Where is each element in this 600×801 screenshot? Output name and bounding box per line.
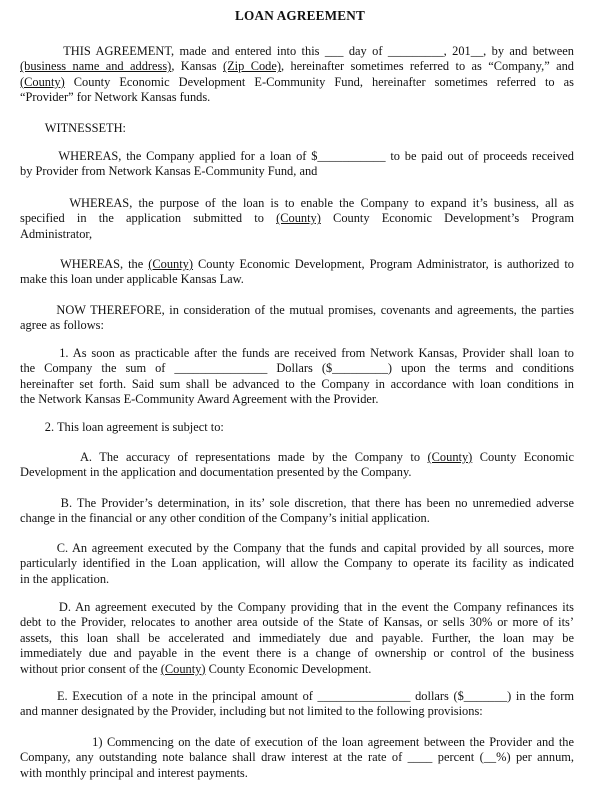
paragraph-line: agree as follows: (20, 318, 104, 333)
paragraph-line: Company, any outstanding note balance shall draw interest at the rate of ____ percent (__%) per annum, (20, 750, 574, 765)
paragraph-line: the Company the sum of _______________ Dollars ($_________) upon the terms and conditions (20, 361, 574, 376)
paragraph (20, 689, 574, 720)
paragraph-line: E. Execution of a note in the principal amount of _______________ dollars ($_______) in the form (20, 689, 574, 703)
paragraph-line: NOW THEREFORE, in consideration of the mutual promises, covenants and agreements, the parties (20, 303, 574, 317)
paragraph (20, 149, 574, 180)
paragraph-line: change in the financial or any other condition of the Company’s initial application. (20, 511, 430, 526)
paragraph-line: (business name and address), Kansas (Zip Code), hereinafter sometimes referred to as “Company,” and (20, 59, 575, 74)
paragraph (20, 121, 574, 136)
paragraph-line: B. The Provider’s determination, in its’ sole discretion, that there has been no unremedied adverse (20, 496, 574, 510)
paragraph (20, 196, 574, 242)
paragraph-line: 1) Commencing on the date of execution of the loan agreement between the Provider and the (20, 735, 574, 749)
paragraph-line: without prior consent of the (County) County Economic Development. (20, 661, 372, 676)
paragraph (20, 541, 574, 587)
paragraph-line: hereinafter set forth. Said sum shall be advanced to the Company in accordance with loan conditions in (20, 376, 574, 391)
paragraph-line: WHEREAS, the Company applied for a loan of $___________ to be paid out of proceeds received (20, 149, 574, 163)
paragraph-line: in the application. (20, 571, 110, 586)
paragraph-line: WHEREAS, the (County) County Economic Development, Program Administrator, is authorized to (20, 257, 574, 271)
paragraph (20, 600, 574, 677)
paragraph (20, 257, 574, 288)
paragraph (20, 420, 574, 435)
paragraph-line: Development in the application and documentation presented by the Company. (20, 465, 412, 480)
paragraph-line: specified in the application submitted to (County) County Economic Development’s Program (20, 211, 574, 226)
paragraph-line: with monthly principal and interest payments. (20, 765, 248, 780)
paragraph-line: C. An agreement executed by the Company that the funds and capital provided by all sources, more (20, 541, 574, 555)
paragraph (20, 346, 574, 408)
paragraph-line: WITNESSETH: (20, 121, 126, 135)
paragraph-line: 2. This loan agreement is subject to: (20, 420, 224, 434)
paragraph (20, 44, 574, 106)
paragraph-line: assets, this loan shall be accelerated and immediately due and payable. Further, the loan may be (20, 630, 574, 645)
paragraph-line: the Network Kansas E-Community Award Agreement with the Provider. (20, 392, 379, 407)
document-title: LOAN AGREEMENT (235, 8, 365, 23)
paragraph-line: debt to the Provider, relocates to another area outside of the State of Kansas, or sells 30% or more of its’ (20, 615, 574, 630)
paragraph-line: “Provider” for Network Kansas funds. (20, 90, 211, 105)
paragraph-line: make this loan under applicable Kansas Law. (20, 272, 244, 287)
paragraph-line: D. An agreement executed by the Company providing that in the event the Company refinances its (20, 600, 574, 614)
paragraph-line: WHEREAS, the purpose of the loan is to enable the Company to expand it’s business, all as (20, 196, 574, 210)
paragraph (20, 496, 574, 527)
paragraph (20, 735, 574, 781)
paragraph-line: immediately due and payable in the event there is a change of ownership or control of the business (20, 646, 574, 661)
paragraph-line: THIS AGREEMENT, made and entered into this ___ day of _________, 201__, by and between (20, 44, 574, 58)
paragraph (20, 450, 574, 481)
paragraph-line: particularly identified in the Loan application, will allow the Company to operate its facility as indicated (20, 556, 574, 571)
paragraph-line: Administrator, (20, 226, 93, 241)
paragraph-line: by Provider from Network Kansas E-Community Fund, and (20, 164, 318, 179)
paragraph-line: (County) County Economic Development E-Community Fund, hereinafter sometimes referred to as (20, 74, 574, 89)
paragraph-line: and manner designated by the Provider, including but not limited to the following provisions: (20, 704, 483, 719)
paragraph-line: A. The accuracy of representations made by the Company to (County) County Economic (20, 450, 574, 464)
paragraph (20, 303, 574, 334)
paragraph-line: 1. As soon as practicable after the funds are received from Network Kansas, Provider shall loan to (20, 346, 574, 360)
